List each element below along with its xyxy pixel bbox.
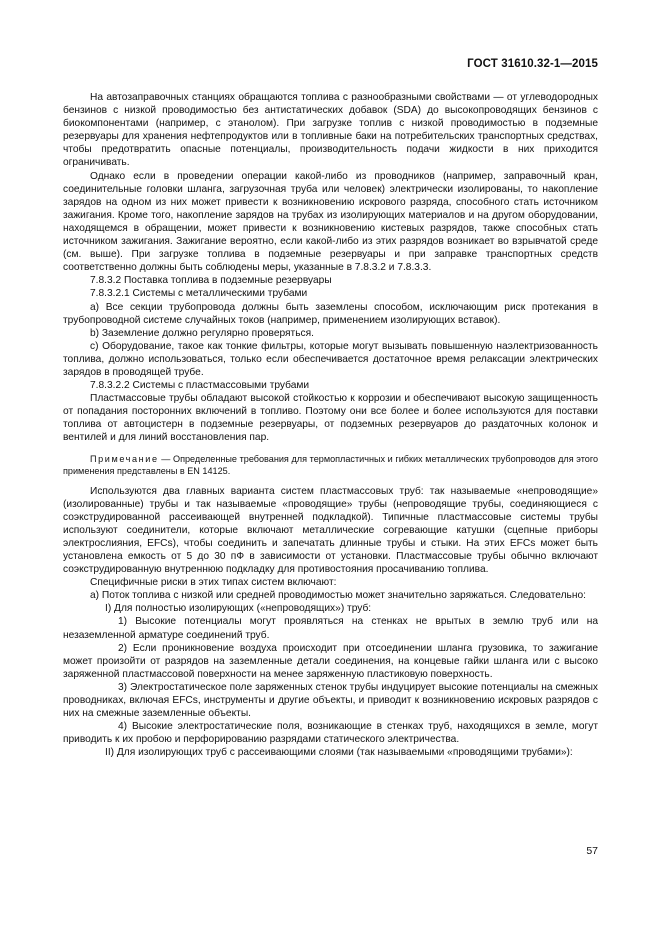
section-heading-7-8-3-2-1: 7.8.3.2.1 Системы с металлическими трубами [90, 288, 308, 300]
document-body [63, 91, 598, 760]
note-text: — Определенные требования для термопластичных и гибких металлических трубопроводов для этого применения представлены в EN 14125. [63, 453, 598, 476]
list-item-c: c) Оборудование, такое как тонкие фильтры, которые могут вызывать повышенную наэлектризованность топлива, должно использоваться, только если обеспечивается достаточное время релаксации электрических зарядов в проводящей трубе. [63, 340, 598, 378]
list-item-risk-3: 3) Электростатическое поле заряженных стенок трубы индуцирует высокие потенциалы на смежных проводниках, включая EFCs, инструменты и другие объекты, и приводит к возникновению искровых разрядов с них на смежные заземленные объекты. [63, 681, 598, 720]
paragraph-specific-risks: Специфичные риски в этих типах систем включают: [90, 577, 337, 589]
list-item-risk-a: a) Поток топлива с низкой или средней проводимостью может значительно заряжаться. Следовательно: [90, 590, 586, 602]
list-item-risk-2: 2) Если проникновение воздуха происходит при отсоединении шланга грузовика, то зажигание может произойти от разрядов на заземленные детали соединения, на концевые гайки шланга или с высоко заряженной пластмассовой поверхности на менее заряженную пластиковую поверхность. [63, 642, 598, 680]
list-item-a: a) Все секции трубопровода должны быть заземлены способом, исключающим риск протекания в трубопроводной системе случайных токов (например, применением изолирующих вставок). [63, 301, 598, 326]
paragraph-fuels-overview: На автозаправочных станциях обращаются топлива с разнообразными свойствами — от углеводородных бензинов с низкой проводимостью без антистатических добавок (SDA) до высокопроводящих бензинов с биокомпонентами (например, с этанолом). При загрузке топлив с низкой проводимостью в подземные резервуары для хранения нефтепродуктов или в топливные баки на потребительских транспортных средствах, чтобы предотвратить опасные потенциалы, производительность подачи жидкости в них приходится ограничивать. [63, 92, 598, 169]
section-heading-7-8-3-2-2: 7.8.3.2.2 Системы с пластмассовыми трубами [90, 380, 310, 392]
list-item-risk-II: II) Для изолирующих труб с рассеивающими слоями (так называемыми «проводящими трубами»): [105, 747, 573, 759]
section-heading-7-8-3-2: 7.8.3.2 Поставка топлива в подземные резервуары [90, 275, 332, 287]
list-item-risk-4: 4) Высокие электростатические поля, возникающие в стенках труб, находящихся в земле, могут приводить к их пробою и перфорированию разрядами статического электричества. [63, 721, 598, 746]
list-item-risk-1: 1) Высокие потенциалы могут проявляться на стенках не врытых в землю труб или на незаземленной арматуре соединений труб. [63, 616, 598, 641]
paragraph-pipe-variants: Используются два главных варианта систем пластмассовых труб: так называемые «непроводящие» (изолированные) трубы и так называемые «проводящие» трубы (непроводящие трубы, соединяющиеся с соэкструдированной рассеивающей внутренней подкладкой). Типичные пластмассовые системы трубы используют соединители, которые включают металлические согревающие катушки (сцепные приборы электрослияния, EFCs), чтобы соединить и запечатать длинные трубы и стыки. На этих EFCs может быть установлена емкость от 5 до 30 пФ в зависимости от установки. Пластмассовые трубы обычно включают соэкструдированную внутреннюю подкладку для противостояния просачиванию топлива. [63, 485, 598, 576]
standard-header: ГОСТ 31610.32-1—2015 [467, 58, 598, 70]
paragraph-ignition-risk: Однако если в проведении операции какой-либо из проводников (например, заправочный кран, соединительные головки шланга, загрузочная труба или человек) электрически изолированы, то накопление зарядов на одном из них может привести к возникновению искрового разряда, способного стать источником зажигания. Кроме того, накопление зарядов на трубах из изолирующих материалов и на другом оборудовании, находящемся в обращении, может привести к возникновению кистевых разрядов, также способных стать источником зажигания. Зажигание вероятно, если какой-либо из этих разрядов возникает во взрывчатой среде (см. выше). При загрузке топлива в подземные резервуары и при заправке транспортных средств соответственно должны быть соблюдены меры, указанные в 7.8.3.2 и 7.8.3.3. [63, 170, 598, 274]
note-label: Примечание [90, 453, 159, 464]
paragraph-plastic-pipes: Пластмассовые трубы обладают высокой стойкостью к коррозии и обеспечивают высокую защищенность от попадания посторонних включений в топливо. Поэтому они все более и более используются для поставки топлива от автоцистерн в подземные резервуары, от подземных резервуаров до раздаточных колонок и вентилей и для линий восстановления пар. [63, 393, 598, 444]
list-item-risk-I: I) Для полностью изолирующих («непроводящих») труб: [105, 603, 372, 615]
note [63, 453, 598, 477]
page-number: 57 [586, 845, 598, 857]
list-item-b: b) Заземление должно регулярно проверяться. [90, 327, 314, 339]
